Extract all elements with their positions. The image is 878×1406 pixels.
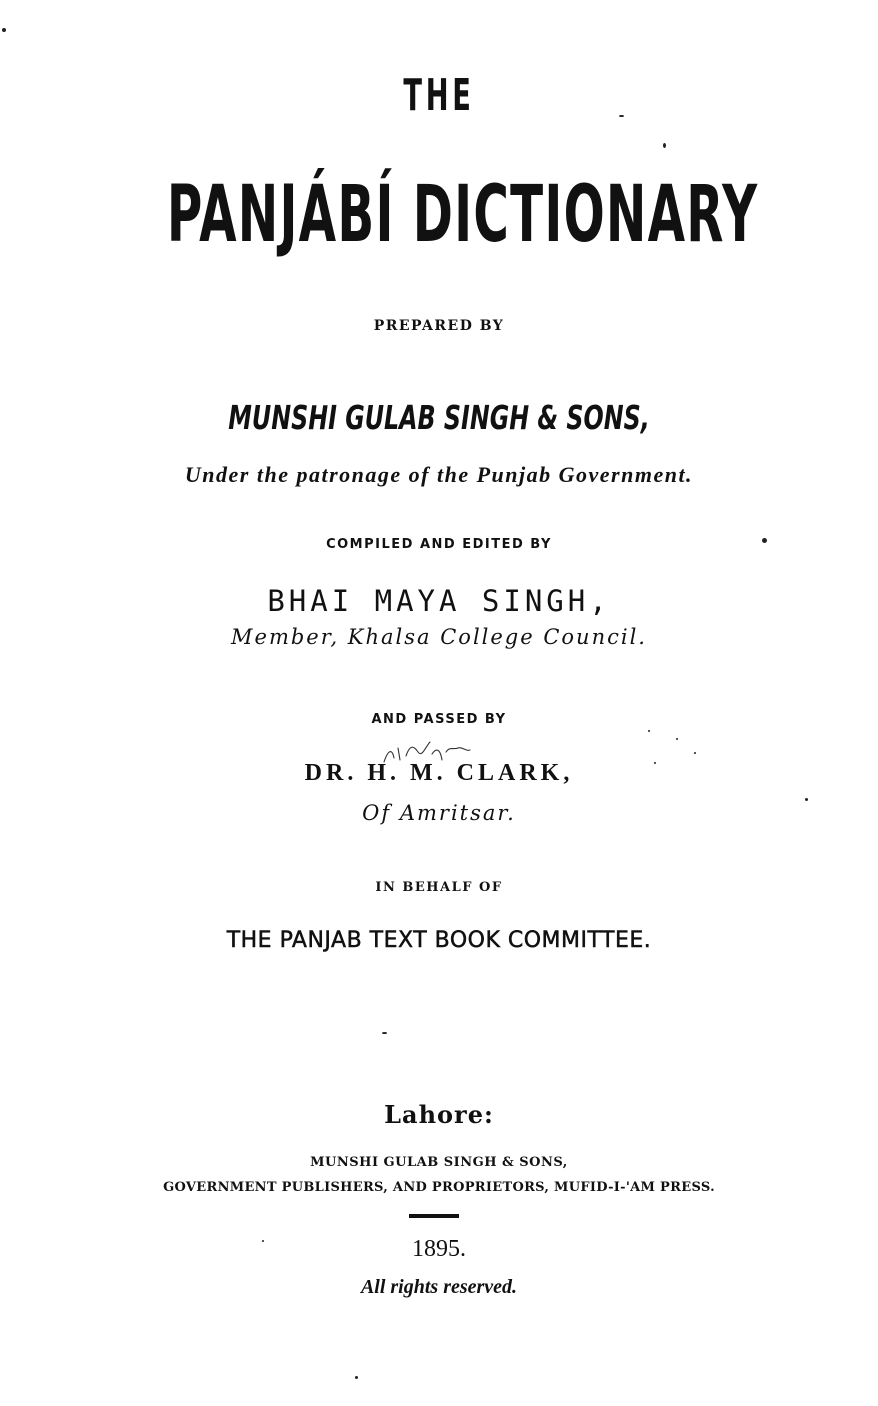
prepared-by-label: PREPARED BY [373,318,505,334]
authors: MUNSHI GULAB SINGH & SONS, [228,398,650,437]
title-article: THE [403,70,475,121]
scan-speck [262,1240,264,1242]
patronage-note: Under the patronage of the Punjab Government. [184,462,694,487]
publisher-line-1: MUNSHI GULAB SINGH & SONS, [310,1155,568,1170]
passed-by-label: AND PASSED BY [371,712,507,727]
behalf-label: IN BEHALF OF [375,880,503,895]
book-title: PANJÁBÍ DICTIONARY [166,170,759,260]
compiler-name: BHAI MAYA SINGH, [267,584,611,618]
scan-speck [2,28,6,32]
scan-speck [805,798,808,801]
scan-speck [694,752,696,754]
imprint-city: Lahore: [384,1100,494,1129]
scan-speck [355,1376,358,1379]
examiner-place: Of Amritsar. [362,801,516,825]
compiled-by-label: COMPILED AND EDITED BY [326,537,552,552]
scan-speck [654,762,656,764]
scan-speck [663,143,666,148]
committee-name: THE PANJAB TEXT BOOK COMMITTEE. [226,928,652,953]
scan-speck [382,1032,387,1034]
scan-speck [648,730,650,732]
divider-rule [409,1214,459,1218]
scan-speck [676,738,678,740]
compiler-role: Member, Khalsa College Council. [231,625,647,649]
scan-speck [619,115,624,117]
publication-year: 1895. [412,1236,466,1262]
scan-speck [762,538,767,543]
examiner-name: DR. H. M. CLARK, [304,760,574,786]
rights-notice: All rights reserved. [360,1276,518,1298]
publisher-line-2: GOVERNMENT PUBLISHERS, AND PROPRIETORS, MUFID-I-'AM PRESS. [163,1180,715,1195]
